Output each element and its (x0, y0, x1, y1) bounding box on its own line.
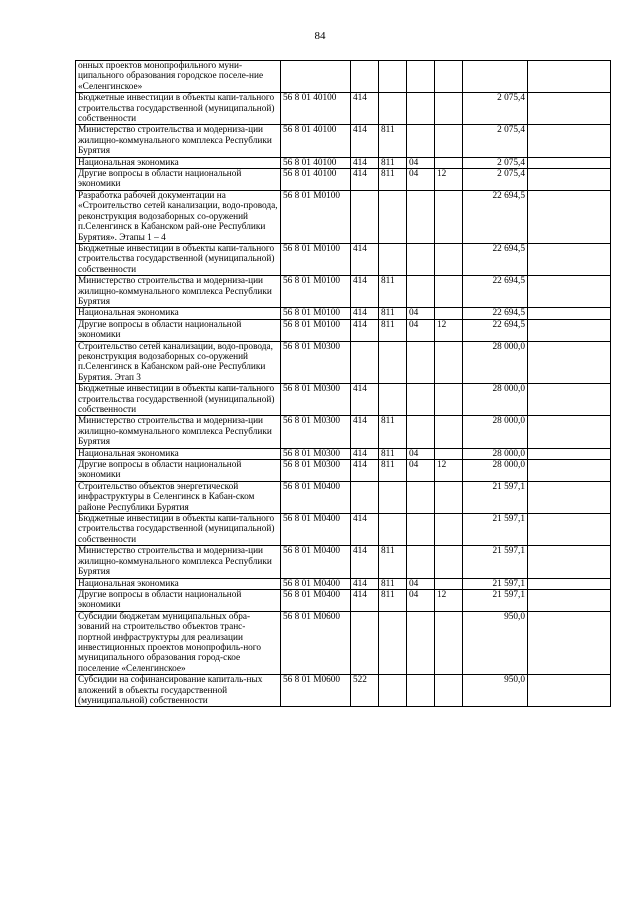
row-name-cell: Национальная экономика (76, 157, 281, 168)
table-row (76, 448, 611, 459)
row-ministry-cell: 811 (379, 319, 407, 341)
table-row (76, 308, 611, 319)
row-name-cell: Министерство строительства и модерниза-ции жилищно-коммунального комплекса Республики Бурятия (76, 546, 281, 578)
row-vr-cell: 414 (351, 578, 379, 589)
row-sum-cell: 28 000,0 (463, 341, 528, 384)
row-empty-cell (528, 384, 611, 416)
row-sum-cell: 28 000,0 (463, 416, 528, 448)
row-empty-cell (528, 125, 611, 157)
row-empty-cell (528, 448, 611, 459)
row-name-cell: Другие вопросы в области национальной экономики (76, 460, 281, 482)
row-section-cell (407, 384, 435, 416)
row-code-cell: 56 8 01 40100 (281, 169, 351, 191)
row-ministry-cell (379, 514, 407, 546)
row-vr-cell: 414 (351, 169, 379, 191)
table-row (76, 416, 611, 448)
row-sum-cell: 28 000,0 (463, 384, 528, 416)
row-vr-cell (351, 611, 379, 674)
table-row (76, 157, 611, 168)
row-sum-cell: 2 075,4 (463, 169, 528, 191)
row-name-cell: онных проектов монопрофильного муни-ципального образования городское поселе-ние «Селенгинское» (76, 61, 281, 93)
row-name-cell: Бюджетные инвестиции в объекты капи-тального строительства государственной (муниципальной) собственности (76, 93, 281, 125)
row-sum-cell: 2 075,4 (463, 157, 528, 168)
row-section-cell (407, 125, 435, 157)
row-subsection-cell (435, 481, 463, 513)
row-vr-cell: 414 (351, 546, 379, 578)
row-name-cell: Национальная экономика (76, 308, 281, 319)
row-section-cell (407, 243, 435, 275)
row-code-cell: 56 8 01 М0300 (281, 384, 351, 416)
row-vr-cell: 414 (351, 276, 379, 308)
row-section-cell (407, 546, 435, 578)
row-code-cell: 56 8 01 М0600 (281, 675, 351, 707)
row-vr-cell: 414 (351, 589, 379, 611)
row-empty-cell (528, 675, 611, 707)
row-subsection-cell (435, 384, 463, 416)
row-empty-cell (528, 416, 611, 448)
row-empty-cell (528, 341, 611, 384)
row-sum-cell: 22 694,5 (463, 319, 528, 341)
row-sum-cell: 22 694,5 (463, 243, 528, 275)
row-subsection-cell (435, 157, 463, 168)
row-code-cell: 56 8 01 М0100 (281, 319, 351, 341)
row-vr-cell: 414 (351, 243, 379, 275)
row-vr-cell: 414 (351, 448, 379, 459)
row-subsection-cell (435, 578, 463, 589)
row-code-cell: 56 8 01 М0300 (281, 448, 351, 459)
row-vr-cell: 522 (351, 675, 379, 707)
row-sum-cell (463, 61, 528, 93)
row-section-cell: 04 (407, 169, 435, 191)
row-sum-cell: 28 000,0 (463, 448, 528, 459)
row-section-cell: 04 (407, 308, 435, 319)
row-subsection-cell: 12 (435, 169, 463, 191)
row-vr-cell: 414 (351, 514, 379, 546)
row-empty-cell (528, 61, 611, 93)
row-code-cell: 56 8 01 М0400 (281, 589, 351, 611)
row-sum-cell: 2 075,4 (463, 93, 528, 125)
row-ministry-cell: 811 (379, 276, 407, 308)
row-code-cell (281, 61, 351, 93)
row-subsection-cell (435, 341, 463, 384)
row-sum-cell: 21 597,1 (463, 481, 528, 513)
row-section-cell (407, 675, 435, 707)
row-name-cell: Субсидии на софинансирование капиталь-ных вложений в объекты государственной (муниципальной) собственности (76, 675, 281, 707)
table-row (76, 546, 611, 578)
row-name-cell: Другие вопросы в области национальной экономики (76, 319, 281, 341)
table-row (76, 276, 611, 308)
row-code-cell: 56 8 01 40100 (281, 125, 351, 157)
row-ministry-cell (379, 93, 407, 125)
row-empty-cell (528, 308, 611, 319)
row-code-cell: 56 8 01 М0400 (281, 481, 351, 513)
table-row (76, 589, 611, 611)
table-row (76, 384, 611, 416)
table-row (76, 675, 611, 707)
row-vr-cell (351, 481, 379, 513)
row-subsection-cell (435, 611, 463, 674)
row-ministry-cell: 811 (379, 125, 407, 157)
row-name-cell: Строительство сетей канализации, водо-провода, реконструкция водозаборных со-оружений п.Селенгинск в Кабанском рай-оне Республики Бурятия. Этап 3 (76, 341, 281, 384)
row-ministry-cell: 811 (379, 546, 407, 578)
row-subsection-cell (435, 546, 463, 578)
row-code-cell: 56 8 01 М0100 (281, 243, 351, 275)
row-name-cell: Национальная экономика (76, 448, 281, 459)
row-ministry-cell (379, 61, 407, 93)
row-sum-cell: 28 000,0 (463, 460, 528, 482)
budget-table (75, 60, 611, 707)
row-vr-cell (351, 61, 379, 93)
row-sum-cell: 950,0 (463, 675, 528, 707)
row-empty-cell (528, 190, 611, 243)
row-section-cell: 04 (407, 578, 435, 589)
table-row (76, 514, 611, 546)
row-vr-cell (351, 190, 379, 243)
row-subsection-cell (435, 190, 463, 243)
row-code-cell: 56 8 01 М0300 (281, 416, 351, 448)
row-sum-cell: 21 597,1 (463, 578, 528, 589)
row-code-cell: 56 8 01 М0400 (281, 546, 351, 578)
row-subsection-cell (435, 125, 463, 157)
table-row (76, 61, 611, 93)
row-ministry-cell (379, 675, 407, 707)
row-ministry-cell (379, 481, 407, 513)
row-section-cell: 04 (407, 319, 435, 341)
row-ministry-cell: 811 (379, 460, 407, 482)
row-code-cell: 56 8 01 М0100 (281, 190, 351, 243)
row-name-cell: Бюджетные инвестиции в объекты капи-тального строительства государственной (муниципальной) собственности (76, 243, 281, 275)
row-section-cell (407, 416, 435, 448)
row-ministry-cell (379, 384, 407, 416)
table-row (76, 460, 611, 482)
row-sum-cell: 21 597,1 (463, 514, 528, 546)
row-vr-cell: 414 (351, 157, 379, 168)
table-body (76, 61, 611, 707)
row-empty-cell (528, 611, 611, 674)
row-code-cell: 56 8 01 М0300 (281, 341, 351, 384)
row-name-cell: Бюджетные инвестиции в объекты капи-тального строительства государственной (муниципальной) собственности (76, 514, 281, 546)
row-name-cell: Другие вопросы в области национальной экономики (76, 169, 281, 191)
row-vr-cell: 414 (351, 416, 379, 448)
row-vr-cell: 414 (351, 125, 379, 157)
row-ministry-cell: 811 (379, 589, 407, 611)
row-ministry-cell (379, 341, 407, 384)
row-name-cell: Разработка рабочей документации на «Строительство сетей канализации, водо-провода, реконструкция водозаборных со-оружений п.Селенгинск в Кабанском рай-оне Республики Бурятия». Этапы 1 – 4 (76, 190, 281, 243)
row-name-cell: Министерство строительства и модерниза-ции жилищно-коммунального комплекса Республики Бурятия (76, 125, 281, 157)
row-section-cell (407, 341, 435, 384)
row-ministry-cell (379, 611, 407, 674)
row-empty-cell (528, 319, 611, 341)
row-sum-cell: 22 694,5 (463, 276, 528, 308)
row-sum-cell: 950,0 (463, 611, 528, 674)
row-subsection-cell (435, 514, 463, 546)
row-code-cell: 56 8 01 М0400 (281, 514, 351, 546)
row-subsection-cell: 12 (435, 589, 463, 611)
row-subsection-cell (435, 61, 463, 93)
row-name-cell: Субсидии бюджетам муниципальных обра-зований на строительство объектов транс-портной инфраструктуры для реализации инвестиционных проектов монопрофиль-ного муниципального образования город-ское поселение «Селенгинское» (76, 611, 281, 674)
row-sum-cell: 21 597,1 (463, 589, 528, 611)
row-empty-cell (528, 460, 611, 482)
row-vr-cell: 414 (351, 319, 379, 341)
row-section-cell: 04 (407, 589, 435, 611)
table-row (76, 341, 611, 384)
row-empty-cell (528, 169, 611, 191)
row-empty-cell (528, 589, 611, 611)
row-subsection-cell (435, 276, 463, 308)
row-empty-cell (528, 93, 611, 125)
row-subsection-cell (435, 308, 463, 319)
row-vr-cell: 414 (351, 93, 379, 125)
table-row (76, 319, 611, 341)
row-name-cell: Другие вопросы в области национальной экономики (76, 589, 281, 611)
row-section-cell (407, 611, 435, 674)
row-subsection-cell (435, 93, 463, 125)
row-section-cell: 04 (407, 460, 435, 482)
row-section-cell (407, 514, 435, 546)
row-section-cell (407, 61, 435, 93)
row-subsection-cell (435, 243, 463, 275)
row-ministry-cell: 811 (379, 157, 407, 168)
row-ministry-cell: 811 (379, 308, 407, 319)
row-empty-cell (528, 157, 611, 168)
row-subsection-cell (435, 416, 463, 448)
row-ministry-cell (379, 190, 407, 243)
row-empty-cell (528, 243, 611, 275)
row-code-cell: 56 8 01 М0600 (281, 611, 351, 674)
row-vr-cell (351, 341, 379, 384)
row-name-cell: Бюджетные инвестиции в объекты капи-тального строительства государственной (муниципальной) собственности (76, 384, 281, 416)
row-empty-cell (528, 481, 611, 513)
row-section-cell: 04 (407, 157, 435, 168)
row-section-cell (407, 481, 435, 513)
row-code-cell: 56 8 01 М0100 (281, 308, 351, 319)
row-ministry-cell (379, 243, 407, 275)
row-section-cell (407, 276, 435, 308)
row-subsection-cell (435, 675, 463, 707)
row-subsection-cell (435, 448, 463, 459)
row-ministry-cell: 811 (379, 416, 407, 448)
row-name-cell: Министерство строительства и модерниза-ции жилищно-коммунального комплекса Республики Бурятия (76, 276, 281, 308)
row-code-cell: 56 8 01 М0100 (281, 276, 351, 308)
row-section-cell (407, 93, 435, 125)
row-sum-cell: 2 075,4 (463, 125, 528, 157)
row-ministry-cell: 811 (379, 578, 407, 589)
row-code-cell: 56 8 01 40100 (281, 93, 351, 125)
row-section-cell (407, 190, 435, 243)
row-vr-cell: 414 (351, 460, 379, 482)
row-name-cell: Строительство объектов энергетической инфраструктуры в Селенгинск в Кабан-ском районе Республики Бурятия (76, 481, 281, 513)
row-subsection-cell: 12 (435, 319, 463, 341)
row-empty-cell (528, 276, 611, 308)
page-number: 84 (314, 30, 326, 42)
row-ministry-cell: 811 (379, 448, 407, 459)
row-name-cell: Национальная экономика (76, 578, 281, 589)
row-vr-cell: 414 (351, 308, 379, 319)
row-code-cell: 56 8 01 М0400 (281, 578, 351, 589)
row-subsection-cell: 12 (435, 460, 463, 482)
table-row (76, 578, 611, 589)
row-code-cell: 56 8 01 М0300 (281, 460, 351, 482)
table-row (76, 169, 611, 191)
table-row (76, 190, 611, 243)
row-ministry-cell: 811 (379, 169, 407, 191)
row-empty-cell (528, 578, 611, 589)
row-sum-cell: 22 694,5 (463, 190, 528, 243)
table-row (76, 481, 611, 513)
row-name-cell: Министерство строительства и модерниза-ции жилищно-коммунального комплекса Республики Бурятия (76, 416, 281, 448)
table-row (76, 611, 611, 674)
table-row (76, 125, 611, 157)
row-vr-cell: 414 (351, 384, 379, 416)
row-code-cell: 56 8 01 40100 (281, 157, 351, 168)
row-sum-cell: 22 694,5 (463, 308, 528, 319)
table-row (76, 243, 611, 275)
row-sum-cell: 21 597,1 (463, 546, 528, 578)
row-empty-cell (528, 546, 611, 578)
table-row (76, 93, 611, 125)
row-empty-cell (528, 514, 611, 546)
row-section-cell: 04 (407, 448, 435, 459)
